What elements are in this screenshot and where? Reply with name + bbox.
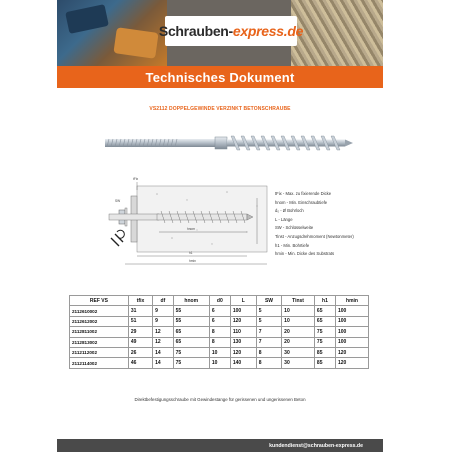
column-header: SW (256, 296, 281, 306)
torque-wrench-icon (111, 230, 124, 246)
value-cell: 5 (256, 316, 281, 326)
value-cell: 100 (335, 337, 368, 347)
ref-cell: 2112114002 (70, 358, 129, 368)
table-row (70, 347, 369, 357)
document-page (57, 0, 383, 452)
value-cell: 20 (282, 337, 315, 347)
value-cell: 31 (128, 306, 152, 316)
legend-item: d₀ - Ø Bohrloch (275, 208, 304, 214)
value-cell: 85 (314, 358, 335, 368)
ref-cell: 2112811002 (70, 327, 129, 337)
column-header: d0 (209, 296, 230, 306)
value-cell: 29 (128, 327, 152, 337)
value-cell: 110 (230, 327, 256, 337)
title-bar (57, 66, 383, 88)
value-cell: 5 (256, 306, 281, 316)
value-cell: 55 (173, 306, 209, 316)
value-cell: 30 (282, 358, 315, 368)
table-row (70, 327, 369, 337)
column-header: REF VS (70, 296, 129, 306)
legend-item: hnom - Min. Einschraubtiefe (275, 199, 328, 205)
value-cell: 10 (282, 316, 315, 326)
value-cell: 8 (209, 327, 230, 337)
value-cell: 7 (256, 327, 281, 337)
page-title: Technisches Dokument (145, 69, 295, 85)
value-cell: 65 (173, 327, 209, 337)
column-header: h1 (314, 296, 335, 306)
footer (57, 439, 383, 452)
table-row (70, 337, 369, 347)
legend-item: h1 - Min. Bohrtiefe (275, 242, 310, 248)
column-header: hnom (173, 296, 209, 306)
column-header: tfix (128, 296, 152, 306)
value-cell: 10 (282, 306, 315, 316)
ref-cell: 2112813002 (70, 337, 129, 347)
value-cell: 65 (173, 337, 209, 347)
value-cell: 100 (335, 327, 368, 337)
value-cell: 14 (153, 347, 174, 357)
value-cell: 55 (173, 316, 209, 326)
value-cell: 8 (256, 347, 281, 357)
table-header-row (70, 296, 369, 306)
value-cell: 26 (128, 347, 152, 357)
column-header: L (230, 296, 256, 306)
value-cell: 8 (209, 337, 230, 347)
svg-text:tFix: tFix (133, 177, 139, 181)
value-cell: 120 (230, 347, 256, 357)
tools-photo (57, 0, 167, 66)
logo[interactable] (158, 16, 304, 46)
value-cell: 12 (153, 337, 174, 347)
legend-item: Tinst - Anzugsdrehmoment (Newtonmeter) (275, 233, 354, 239)
value-cell: 8 (256, 358, 281, 368)
legend (275, 190, 385, 259)
column-header: Tinst (282, 296, 315, 306)
header-banner (57, 0, 383, 66)
svg-text:hnom: hnom (187, 227, 195, 231)
column-header: df (153, 296, 174, 306)
value-cell: 75 (173, 358, 209, 368)
value-cell: 130 (230, 337, 256, 347)
svg-text:SW: SW (115, 199, 121, 203)
table-row (70, 316, 369, 326)
svg-text:hmin: hmin (189, 259, 196, 263)
value-cell: 51 (128, 316, 152, 326)
value-cell: 100 (230, 306, 256, 316)
product-image (77, 128, 367, 158)
column-header: hmin (335, 296, 368, 306)
svg-text:h1: h1 (189, 251, 193, 255)
value-cell: 30 (282, 347, 315, 357)
screws-photo (291, 0, 383, 66)
value-cell: 65 (314, 306, 335, 316)
value-cell: 10 (209, 347, 230, 357)
logo-text: Schrauben-express.de (158, 23, 304, 39)
value-cell: 100 (335, 316, 368, 326)
caption: Direktbefestigungsschraube mit Gewindestange für gerissenen und ungerissenen Beton (134, 397, 306, 402)
footer-email-link[interactable]: kundendienst@schrauben-express.de (269, 442, 363, 449)
value-cell: 75 (314, 337, 335, 347)
legend-item: SW - Schlüsselweite (275, 225, 314, 231)
spec-table (69, 295, 369, 369)
value-cell: 20 (282, 327, 315, 337)
table-row (70, 358, 369, 368)
value-cell: 6 (209, 306, 230, 316)
value-cell: 14 (153, 358, 174, 368)
legend-item: L - Länge (275, 216, 293, 222)
value-cell: 140 (230, 358, 256, 368)
value-cell: 120 (230, 316, 256, 326)
value-cell: 12 (153, 327, 174, 337)
value-cell: 65 (314, 316, 335, 326)
value-cell: 6 (209, 316, 230, 326)
legend-item: tFix - Max. zu fixierende Dicke (275, 191, 332, 196)
value-cell: 10 (209, 358, 230, 368)
legend-item: hmin - Min. Dicke des Substrats (275, 251, 335, 257)
value-cell: 46 (128, 358, 152, 368)
value-cell: 120 (335, 347, 368, 357)
value-cell: 9 (153, 306, 174, 316)
product-subtitle: VS2112 DOPPELGEWINDE VERZINKT BETONSCHRAUBE (149, 106, 291, 112)
ref-cell: 2112610002 (70, 306, 129, 316)
value-cell: 49 (128, 337, 152, 347)
value-cell: 75 (173, 347, 209, 357)
table-row (70, 306, 369, 316)
value-cell: 75 (314, 327, 335, 337)
value-cell: 7 (256, 337, 281, 347)
value-cell: 85 (314, 347, 335, 357)
value-cell: 100 (335, 306, 368, 316)
value-cell: 120 (335, 358, 368, 368)
ref-cell: 2112112002 (70, 347, 129, 357)
value-cell: 9 (153, 316, 174, 326)
ref-cell: 2112612002 (70, 316, 129, 326)
